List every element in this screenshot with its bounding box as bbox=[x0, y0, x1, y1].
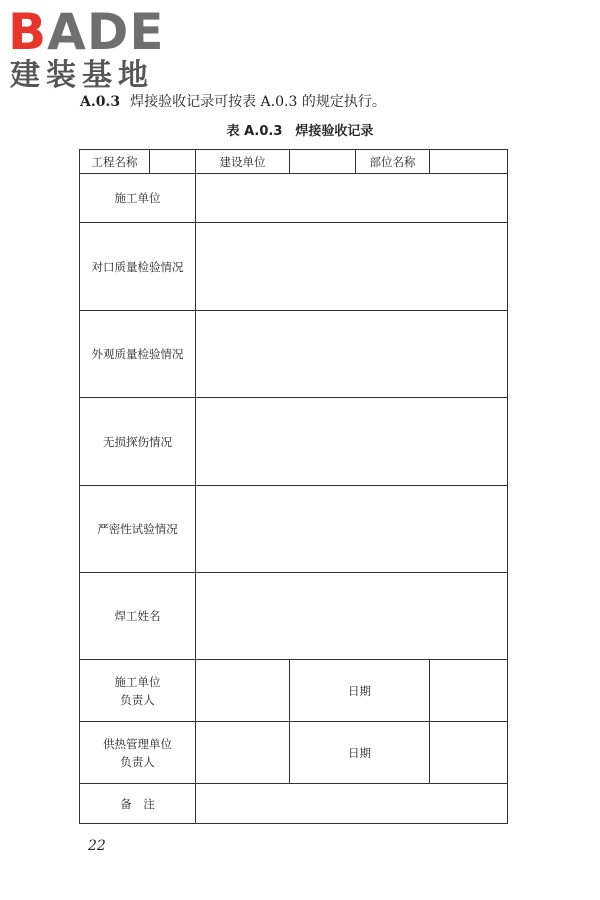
ndt-label: 无损探伤情况 bbox=[80, 398, 196, 486]
construction-lead-label bbox=[80, 660, 196, 722]
butt-joint-check-value[interactable] bbox=[196, 223, 508, 311]
table-row bbox=[80, 573, 508, 660]
sign-row bbox=[80, 660, 508, 722]
heating-date-label: 日期 bbox=[290, 722, 430, 784]
construction-lead-value[interactable] bbox=[196, 660, 290, 722]
heating-lead-label-line2: 负责人 bbox=[120, 754, 155, 769]
table-row bbox=[80, 174, 508, 223]
header-row bbox=[80, 150, 508, 174]
heating-date-value[interactable] bbox=[430, 722, 508, 784]
tightness-test-label: 严密性试验情况 bbox=[80, 486, 196, 573]
construction-date-value[interactable] bbox=[430, 660, 508, 722]
appearance-check-value[interactable] bbox=[196, 311, 508, 398]
table-row bbox=[80, 311, 508, 398]
sign-row bbox=[80, 722, 508, 784]
table-row bbox=[80, 223, 508, 311]
welder-name-label: 焊工姓名 bbox=[80, 573, 196, 660]
logo-rest-letters: ADE bbox=[47, 3, 165, 61]
table-row bbox=[80, 398, 508, 486]
heating-lead-value[interactable] bbox=[196, 722, 290, 784]
page-number: 22 bbox=[88, 838, 106, 854]
part-name-value[interactable] bbox=[430, 150, 508, 174]
project-name-value[interactable] bbox=[150, 150, 196, 174]
heating-lead-label bbox=[80, 722, 196, 784]
intro-text: 焊接验收记录可按表 A.0.3 的规定执行。 bbox=[130, 94, 386, 110]
heating-lead-label-line1: 供热管理单位 bbox=[103, 736, 172, 751]
project-name-label: 工程名称 bbox=[80, 150, 150, 174]
welding-acceptance-table bbox=[79, 149, 508, 824]
tightness-test-value[interactable] bbox=[196, 486, 508, 573]
ndt-value[interactable] bbox=[196, 398, 508, 486]
table-row bbox=[80, 486, 508, 573]
part-name-label: 部位名称 bbox=[356, 150, 430, 174]
remarks-value[interactable] bbox=[196, 784, 508, 824]
logo-subtitle: 建装基地 bbox=[10, 58, 154, 93]
remarks-label: 备 注 bbox=[80, 784, 196, 824]
remarks-row bbox=[80, 784, 508, 824]
logo-wordmark bbox=[8, 4, 164, 60]
appearance-check-label: 外观质量检验情况 bbox=[80, 311, 196, 398]
bade-logo bbox=[8, 4, 178, 94]
construction-unit-label: 施工单位 bbox=[80, 174, 196, 223]
construction-lead-label-line2: 负责人 bbox=[120, 692, 155, 707]
builder-unit-value[interactable] bbox=[290, 150, 356, 174]
construction-lead-label-line1: 施工单位 bbox=[114, 674, 161, 689]
intro-paragraph bbox=[80, 92, 386, 112]
builder-unit-label: 建设单位 bbox=[196, 150, 290, 174]
butt-joint-check-label: 对口质量检验情况 bbox=[80, 223, 196, 311]
construction-unit-value[interactable] bbox=[196, 174, 508, 223]
table-caption: 表 A.0.3 焊接验收记录 bbox=[226, 124, 374, 139]
construction-date-label: 日期 bbox=[290, 660, 430, 722]
welder-name-value[interactable] bbox=[196, 573, 508, 660]
section-number: A.0.3 bbox=[80, 94, 121, 110]
logo-accent-letter: B bbox=[8, 3, 48, 61]
